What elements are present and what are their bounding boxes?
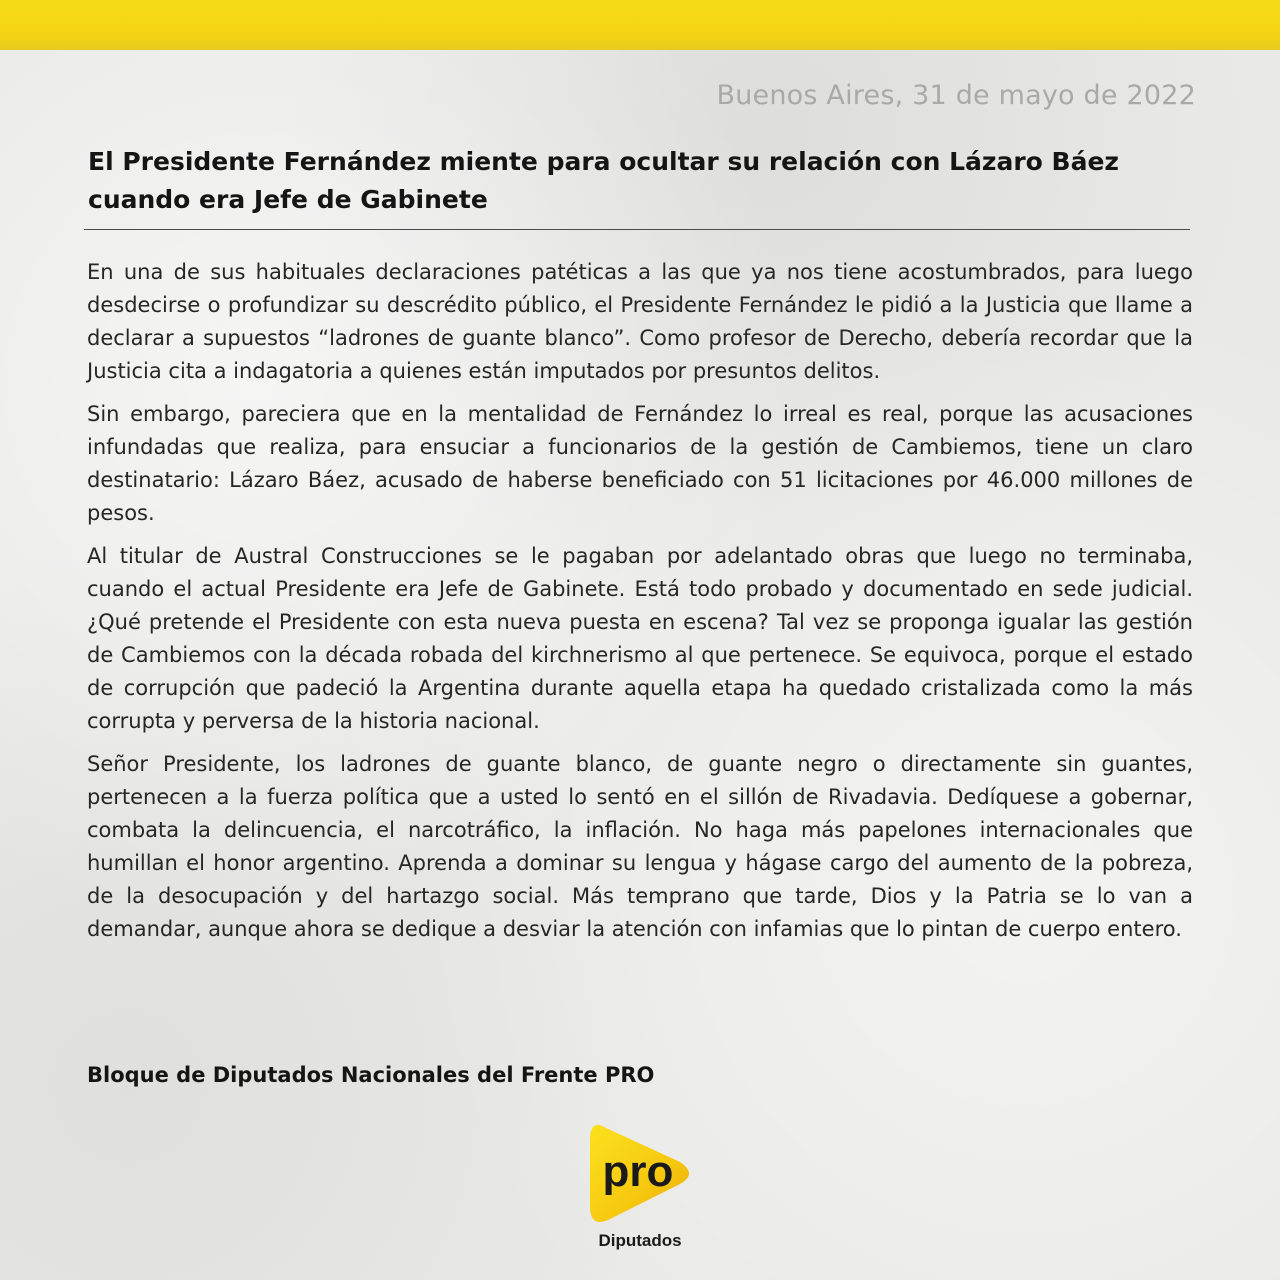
headline (88, 143, 1188, 219)
headline-line-1: El Presidente Fernández miente para ocultar su relación con Lázaro Báez (88, 147, 1119, 176)
paragraph-2: Sin embargo, pareciera que en la mentalidad de Fernández lo irreal es real, porque las acusaciones infundadas que realiza, para ensuciar a funcionarios de la gestión de Cambiemos, tiene un claro destinatario: Lázaro Báez, acusado de haberse beneficiado con 51 licitaciones por 46.000 millones de pesos. (87, 402, 1193, 525)
signature: Bloque de Diputados Nacionales del Frente PRO (87, 1063, 655, 1087)
logo-caption: Diputados (598, 1231, 682, 1250)
paragraph-3: Al titular de Austral Construcciones se le pagaban por adelantado obras que luego no terminaba, cuando el actual Presidente era Jefe de Gabinete. Está todo probado y documentado en sede judicial. ¿Qué pretende el Presidente con esta nueva puesta en escena? Tal vez se proponga igualar las gestión de Cambiemos con la década robada del kirchnerismo al que pertenece. Se equivoca, porque el estado de corrupción que padeció la Argentina durante aquella etapa ha quedado cristalizada como la más corrupta y perversa de la historia nacional. (87, 544, 1193, 733)
top-yellow-band (0, 0, 1280, 50)
logo-word: pro (602, 1147, 674, 1196)
headline-divider (84, 229, 1190, 230)
pro-diputados-logo (560, 1110, 720, 1260)
paragraph-4: Señor Presidente, los ladrones de guante blanco, de guante negro o directamente sin guantes, pertenecen a la fuerza política que a usted lo sentó en el sillón de Rivadavia. Dedíquese a gobernar, combata la delincuencia, el narcotráfico, la inflación. No haga más papelones internacionales que humillan el honor argentino. Aprenda a dominar su lengua y hágase cargo del aumento de la pobreza, de la desocupación y del hartazgo social. Más temprano que tarde, Dios y la Patria se lo van a demandar, aunque ahora se dedique a desviar la atención con infamias que lo pintan de cuerpo entero. (87, 752, 1193, 941)
date-line: Buenos Aires, 31 de mayo de 2022 (716, 80, 1196, 111)
headline-line-2: cuando era Jefe de Gabinete (88, 185, 488, 214)
statement-body (87, 256, 1193, 956)
paragraph-1: En una de sus habituales declaraciones patéticas a las que ya nos tiene acostumbrados, para luego desdecirse o profundizar su descrédito público, el Presidente Fernández le pidió a la Justicia que llame a declarar a supuestos “ladrones de guante blanco”. Como profesor de Derecho, debería recordar que la Justicia cita a indagatoria a quienes están imputados por presuntos delitos. (87, 260, 1193, 383)
